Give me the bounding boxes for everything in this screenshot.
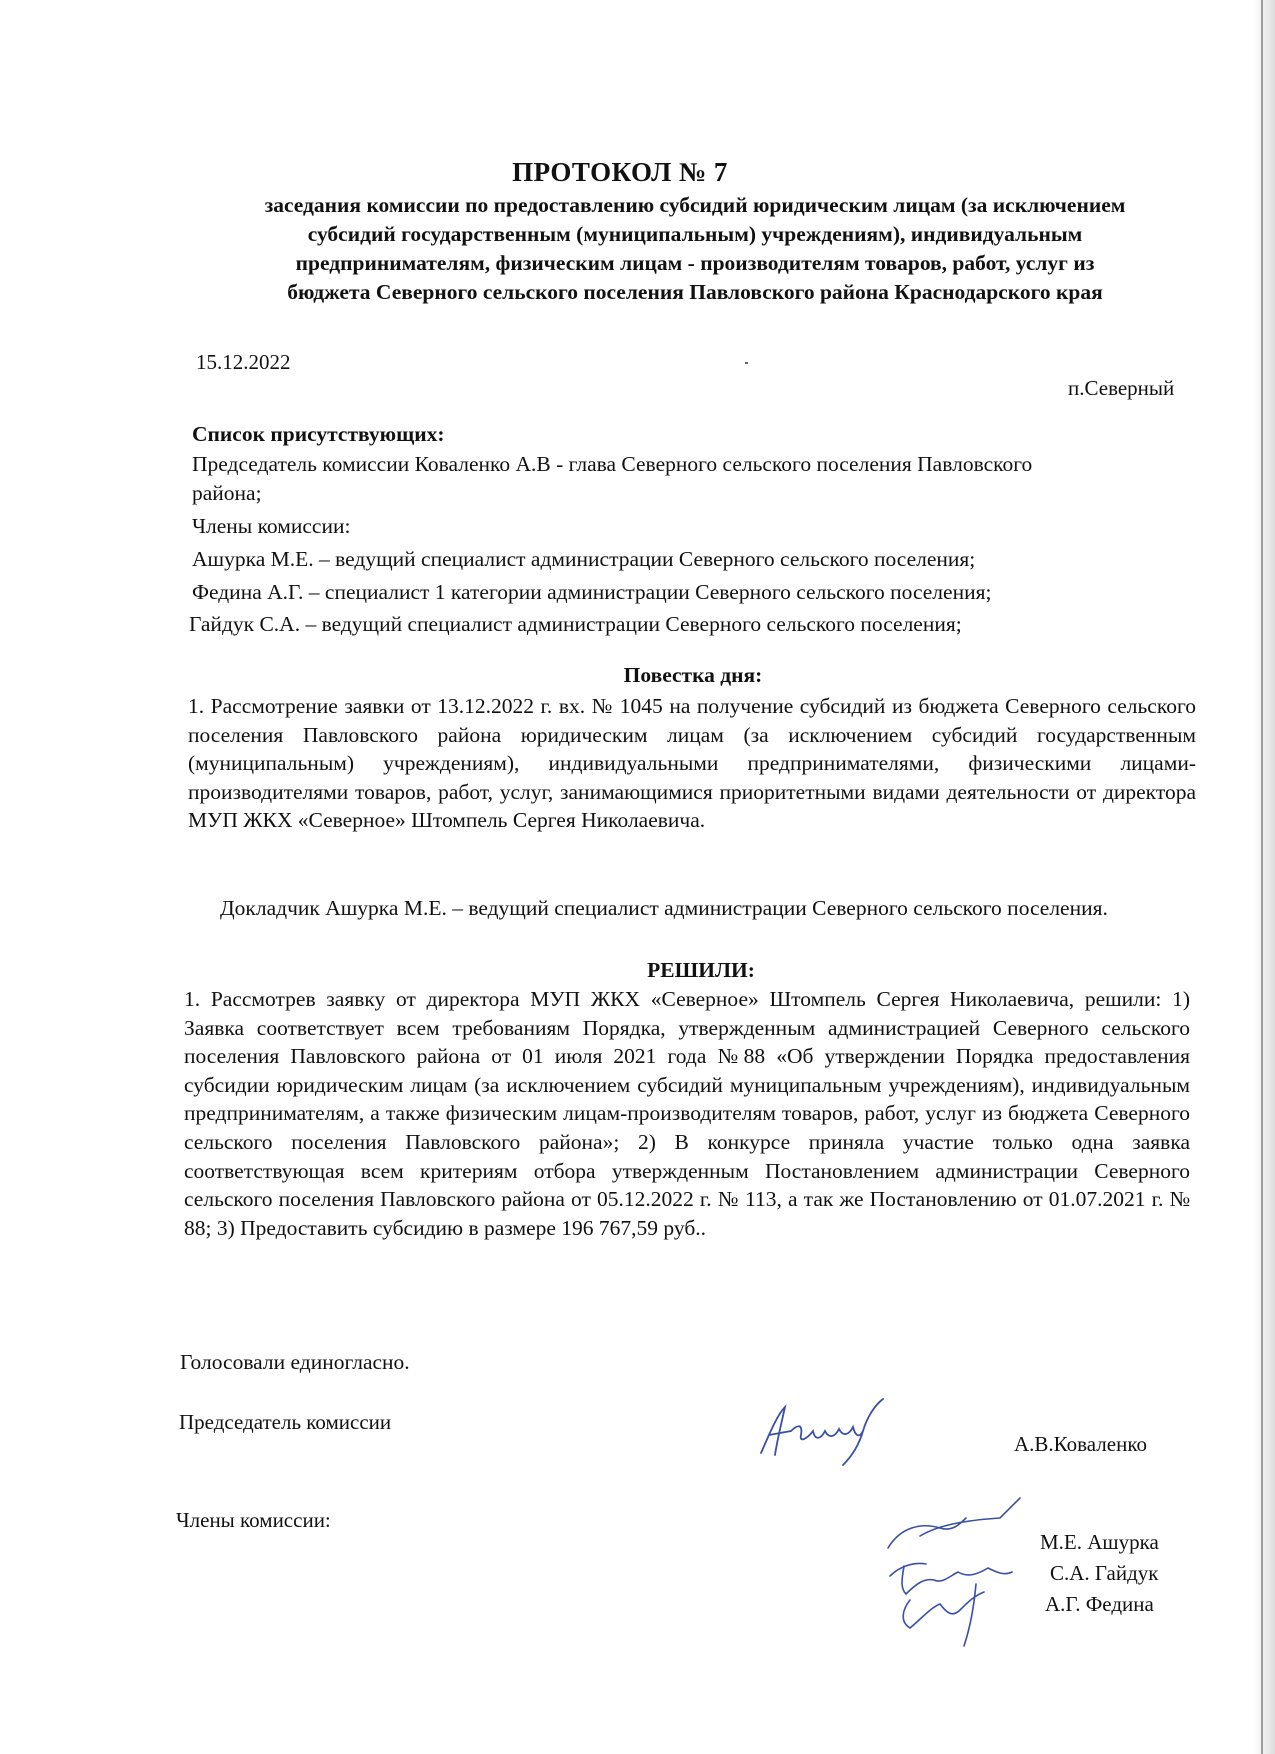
members-heading: Члены комиссии: — [192, 514, 351, 538]
chairman-line: Председатель комиссии Коваленко А.В - глава Северного сельского поселения Павловского — [192, 452, 1033, 476]
decision-text: 1. Рассмотрев заявку от директора МУП ЖКХ «Северное» Штомпель Сергея Николаевича, решили: 1) Заявка соответствует всем требованиям Порядка, утвержденным администрацией Северного сельского поселения Павловского района от 01 июля 2021 года №88 «Об утверждении Порядка предоставления субсидии юридическим лицам (за исключением субсидий муниципальным учреждениям), индивидуальным предпринимателям, а также физическим лицам-производителям товаров, работ, услуг из бюджета Северного сельского поселения Павловского района»; 2) В конкурсе приняла участие только одна заявка соответствующая всем критериям отбора утвержденным Постановлением администрации Северного сельского поселения Павловского района от 05.12.2022 г. № 113, а так же Постановлению от 01.07.2021 г. № 88; 3) Предоставить субсидию в размере 196 767,59 руб.. — [184, 987, 1190, 1240]
subtitle-line: бюджета Северного сельского поселения Павловского района Краснодарского края — [287, 280, 1103, 304]
attendees-heading: Список присутствующих: — [192, 422, 445, 446]
document-title: ПРОТОКОЛ № 7 — [512, 157, 728, 187]
agenda-item: 1. Рассмотрение заявки от 13.12.2022 г. вх. № 1045 на получение субсидий из бюджета Северного сельского поселения Павловского района юридическим лицам (за исключением субсидий государственным (муниципальным) учреждениям), индивидуальными предпринимателями, физическими лицами-производителями товаров, работ, услуг, занимающимися приоритетными видами деятельности от директора МУП ЖКХ «Северное» Штомпель Сергея Николаевича. — [188, 694, 1196, 832]
member-name-ashurka: М.Е. Ашурка — [1040, 1530, 1159, 1554]
member-line: Ашурка М.Е. – ведущий специалист администрации Северного сельского поселения; — [192, 547, 976, 571]
subtitle-line: предпринимателям, физическим лицам - производителям товаров, работ, услуг из — [295, 251, 1095, 275]
member-name-gayduk: С.А. Гайдук — [1050, 1561, 1159, 1585]
member-line: Гайдук С.А. – ведущий специалист администрации Северного сельского поселения; — [189, 612, 962, 636]
agenda-speaker: Докладчик Ашурка М.Е. – ведущий специалист администрации Северного сельского поселения. — [220, 896, 1108, 920]
vote-result: Голосовали единогласно. — [180, 1350, 410, 1374]
document-date: 15.12.2022 — [196, 350, 291, 374]
chairman-label: Председатель комиссии — [179, 1410, 392, 1434]
scan-speck — [745, 362, 748, 364]
members-signatures — [880, 1488, 1030, 1648]
subtitle-line: заседания комиссии по предоставлению субсидий юридическим лицам (за исключением — [264, 193, 1126, 217]
subtitle-line: субсидий государственным (муниципальным) учреждениям), индивидуальным — [307, 222, 1083, 246]
chairman-name: А.В.Коваленко — [1014, 1432, 1147, 1456]
chairman-line: района; — [192, 481, 262, 505]
document-place: п.Северный — [1068, 376, 1175, 400]
agenda-heading: Повестка дня: — [623, 663, 763, 687]
member-line: Федина А.Г. – специалист 1 категории администрации Северного сельского поселения; — [192, 580, 992, 604]
member-name-fedina: А.Г. Федина — [1045, 1592, 1154, 1616]
document-subtitle — [195, 191, 1195, 307]
members-label: Члены комиссии: — [176, 1508, 331, 1532]
chairman-signature — [755, 1395, 895, 1467]
attendees-section — [189, 420, 1194, 639]
decision-heading: РЕШИЛИ: — [647, 958, 755, 982]
